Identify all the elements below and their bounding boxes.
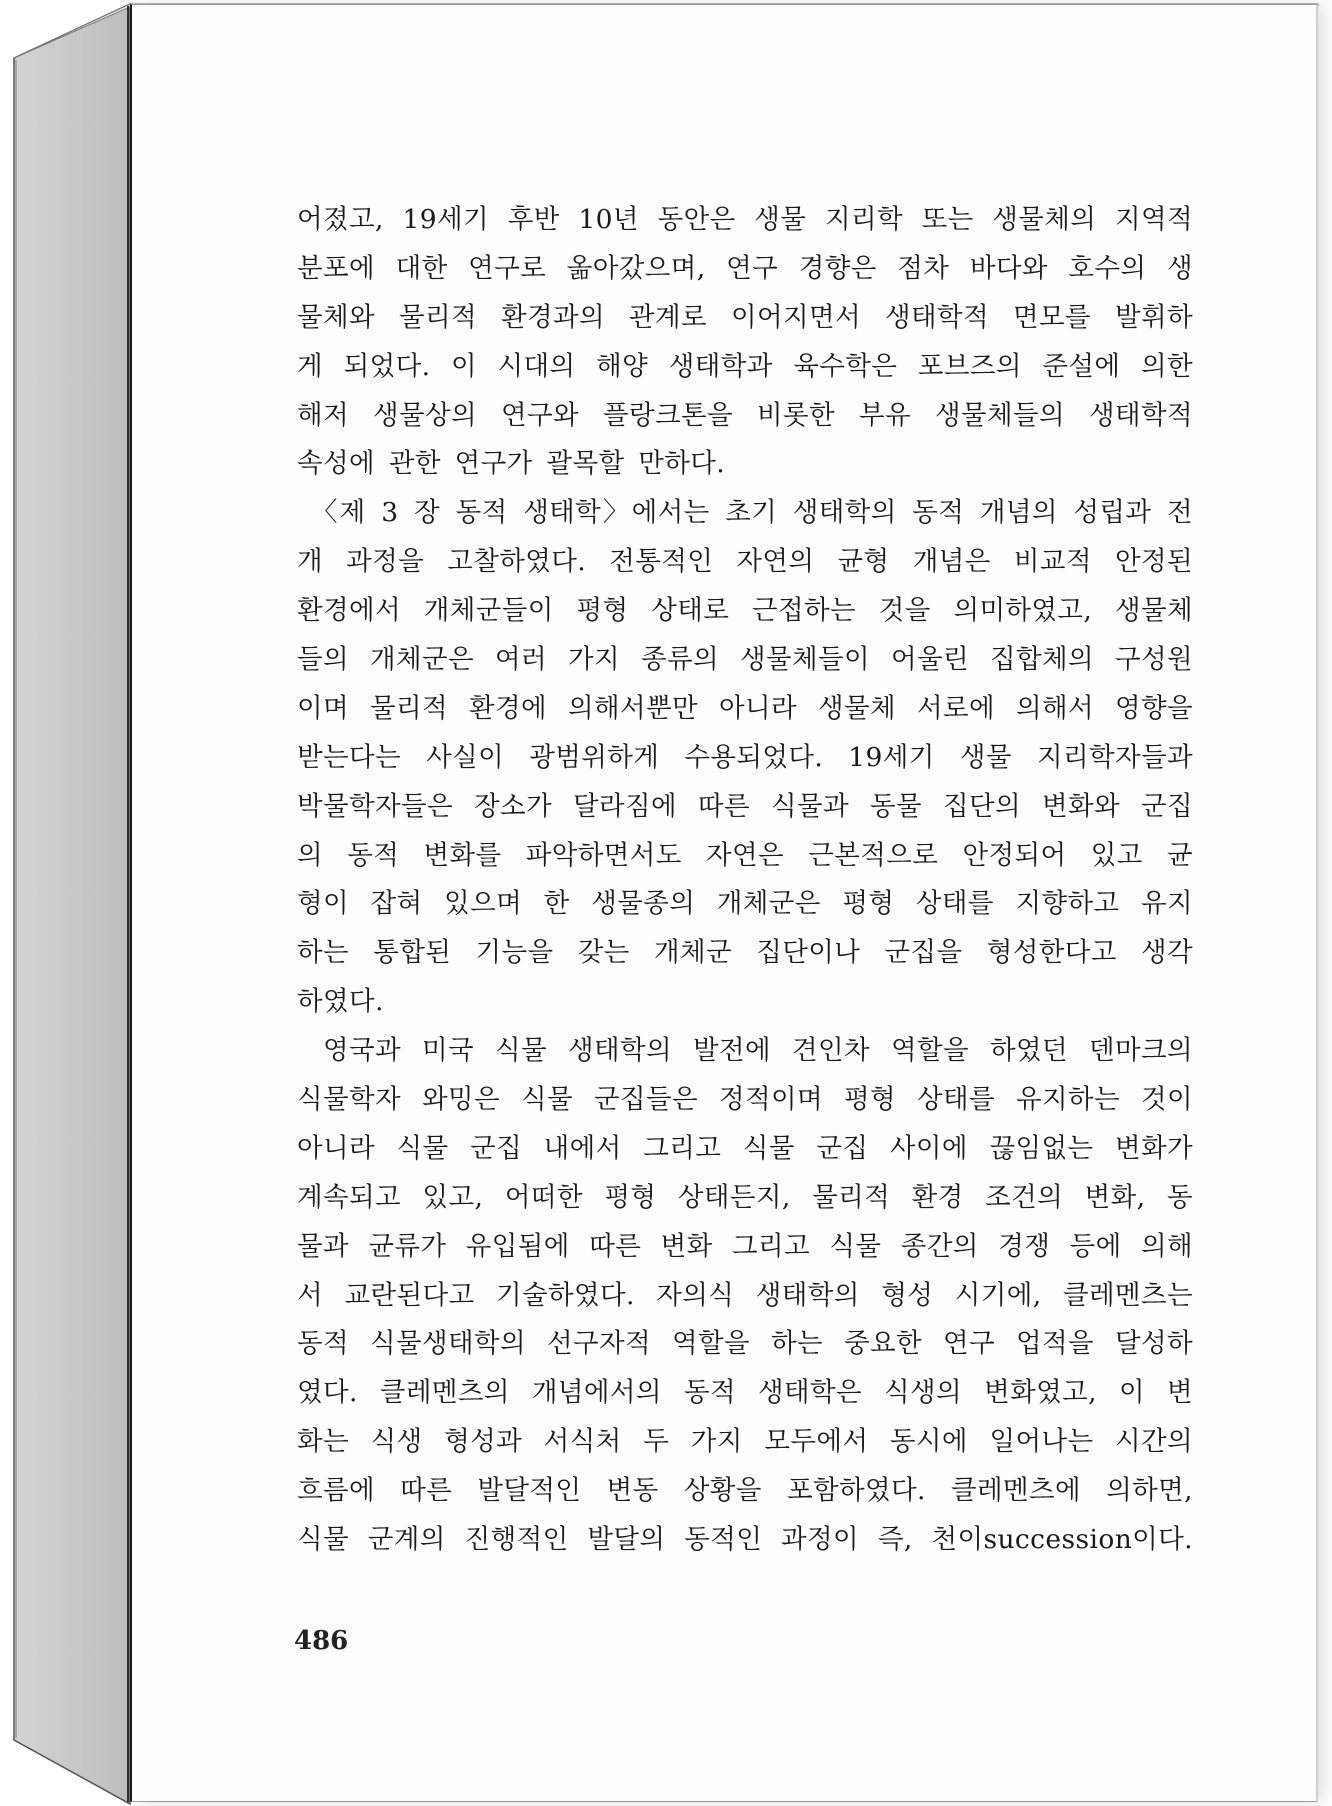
text-line: 영국과 미국 식물 생태학의 발전에 견인차 역할을 하였던 덴마크의 (323, 1035, 1193, 1067)
text-line: 식물학자 와밍은 식물 군집들은 정적이며 평형 상태를 유지하는 것이 (297, 1084, 1193, 1116)
text-line: 형이 잡혀 있으며 한 생물종의 개체군은 평형 상태를 지향하고 유지 (297, 888, 1193, 920)
page-number: 486 (294, 1626, 349, 1656)
text-line: 〈제 3 장 동적 생태학〉에서는 초기 생태학의 동적 개념의 성립과 전 (311, 497, 1193, 529)
text-line: 흐름에 따른 발달적인 변동 상황을 포함하였다. 클레멘츠에 의하면, (297, 1475, 1193, 1507)
body-text (297, 196, 1193, 1565)
text-line: 속성에 관한 연구가 괄목할 만하다. (297, 448, 726, 480)
text-line: 분포에 대한 연구로 옮아갔으며, 연구 경향은 점차 바다와 호수의 생 (297, 252, 1193, 284)
text-line: 물과 균류가 유입됨에 따른 변화 그리고 식물 종간의 경쟁 등에 의해 (297, 1230, 1193, 1262)
text-line: 해저 생물상의 연구와 플랑크톤을 비롯한 부유 생물체들의 생태학적 (297, 399, 1193, 431)
text-line: 받는다는 사실이 광범위하게 수용되었다. 19세기 생물 지리학자들과 (297, 741, 1193, 773)
text-line: 서 교란된다고 기술하였다. 자의식 생태학의 형성 시기에, 클레멘츠는 (297, 1279, 1193, 1311)
text-line: 어졌고, 19세기 후반 10년 동안은 생물 지리학 또는 생물체의 지역적 (297, 204, 1193, 235)
text-line: 아니라 식물 군집 내에서 그리고 식물 군집 사이에 끊임없는 변화가 (297, 1132, 1193, 1164)
text-line: 이며 물리적 환경에 의해서뿐만 아니라 생물체 서로에 의해서 영향을 (297, 692, 1193, 724)
text-line: 개 과정을 고찰하였다. 전통적인 자연의 균형 개념은 비교적 안정된 (297, 546, 1193, 578)
text-line: 의 동적 변화를 파악하면서도 자연은 근본적으로 안정되어 있고 균 (297, 839, 1193, 871)
text-line: 환경에서 개체군들이 평형 상태로 근접하는 것을 의미하였고, 생물체 (297, 595, 1193, 627)
text-line: 박물학자들은 장소가 달라짐에 따른 식물과 동물 집단의 변화와 군집 (297, 790, 1193, 822)
text-line: 게 되었다. 이 시대의 해양 생태학과 육수학은 포브즈의 준설에 의한 (297, 350, 1193, 382)
text-line: 하였다. (297, 986, 384, 1018)
text-line: 였다. 클레멘츠의 개념에서의 동적 생태학은 식생의 변화였고, 이 변 (297, 1377, 1193, 1409)
text-line: 들의 개체군은 여러 가지 종류의 생물체들이 어울린 집합체의 구성원 (297, 644, 1193, 676)
text-line: 화는 식생 형성과 서식처 두 가지 모두에서 동시에 일어나는 시간의 (297, 1426, 1193, 1458)
text-line: 식물 군계의 진행적인 발달의 동적인 과정이 즉, 천이succession이다. (297, 1524, 1193, 1556)
text-line: 하는 통합된 기능을 갖는 개체군 집단이나 군집을 형성한다고 생각 (297, 937, 1193, 969)
text-line: 동적 식물생태학의 선구자적 역할을 하는 중요한 연구 업적을 달성하 (297, 1328, 1193, 1360)
text-line: 계속되고 있고, 어떠한 평형 상태든지, 물리적 환경 조건의 변화, 동 (297, 1181, 1193, 1213)
text-line: 물체와 물리적 환경과의 관계로 이어지면서 생태학적 면모를 발휘하 (297, 301, 1193, 333)
